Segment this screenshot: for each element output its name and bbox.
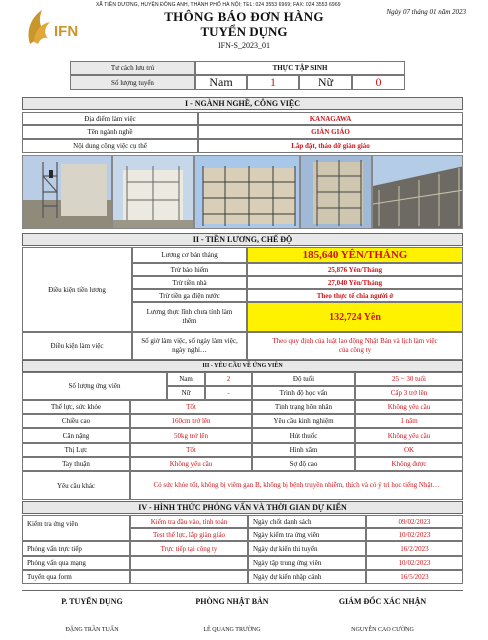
tattoo-label: Hình xăm bbox=[252, 443, 355, 457]
content-label: Nội dung công việc cụ thể bbox=[22, 139, 198, 153]
scaffold-photo-2 bbox=[113, 156, 194, 229]
signature-name-director: NGUYỄN CAO CƯỜNG bbox=[351, 627, 414, 633]
section-4-title: IV - HÌNH THỨC PHỎNG VẤN VÀ THỜI GIAN DỰ KIẾN bbox=[22, 501, 463, 514]
vision-label: Thị Lực bbox=[22, 443, 130, 457]
schedule-row-5-key: Ngày dự kiến nhập cảnh bbox=[248, 570, 366, 584]
marital-value: Không yêu cầu bbox=[355, 400, 463, 414]
count-female-value: 0 bbox=[352, 75, 405, 90]
other-req-label: Yêu cầu khác bbox=[22, 471, 130, 500]
signature-title-japan: PHÒNG NHẬT BẢN bbox=[195, 597, 269, 606]
qty-female-value: - bbox=[205, 386, 252, 400]
order-code: IFN-S_2023_01 bbox=[217, 41, 270, 50]
marital-label: Tình trạng hôn nhân bbox=[252, 400, 355, 414]
schedule-row-5-label: Tuyển qua form bbox=[22, 570, 130, 584]
qty-label: Số lượng ứng viên bbox=[22, 372, 167, 400]
age-value: 25 ~ 30 tuổi bbox=[355, 372, 463, 386]
house-label: Trừ tiền nhà bbox=[132, 276, 247, 289]
scaffold-photo-3 bbox=[195, 156, 300, 229]
work-cond-label: Điều kiện làm việc bbox=[22, 332, 132, 360]
insurance-label: Trừ bảo hiểm bbox=[132, 263, 247, 276]
health-value: Tốt bbox=[130, 400, 252, 414]
health-label: Thể lực, sức khỏe bbox=[22, 400, 130, 414]
net-salary-label: Lương thực lĩnh chưa tính làm thêm bbox=[132, 302, 247, 332]
count-male-value: 1 bbox=[247, 75, 299, 90]
smoke-label: Hút thuốc bbox=[252, 428, 355, 443]
scaffold-photo-5 bbox=[373, 156, 463, 229]
utility-label: Trừ tiền ga điện nước bbox=[132, 289, 247, 302]
section-3-title: III - YÊU CẦU VỀ ỨNG VIÊN bbox=[22, 360, 463, 372]
salary-group-label: Điều kiện tiền lương bbox=[22, 247, 132, 332]
signature-name-recruitment: ĐẶNG TRẦN TUẤN bbox=[65, 627, 119, 633]
work-hours-label: Số giờ làm việc, số ngày làm việc, ngày nghỉ… bbox=[132, 332, 247, 360]
logo-text: IFN bbox=[54, 23, 79, 40]
schedule-row-3-value: Trực tiếp tại công ty bbox=[130, 541, 248, 556]
signature-title-recruitment: P. TUYỂN DỤNG bbox=[61, 597, 123, 606]
height-value: 160cm trở lên bbox=[130, 414, 252, 428]
work-photo-3 bbox=[194, 155, 300, 229]
scaffold-photo-1 bbox=[23, 156, 112, 229]
schedule-row-2-value: Test thể lực, lắp giàn giáo bbox=[130, 528, 248, 541]
house-value: 27,040 Yên/Tháng bbox=[247, 276, 463, 289]
count-label: Số lượng tuyển bbox=[70, 75, 195, 90]
work-photo-4 bbox=[300, 155, 372, 229]
tattoo-value: OK bbox=[355, 443, 463, 457]
document-date: Ngày 07 tháng 01 năm 2023 bbox=[386, 8, 466, 16]
hand-value: Không yêu cầu bbox=[130, 457, 252, 471]
schedule-row-5-value bbox=[130, 570, 248, 584]
status-value: THỰC TẬP SINH bbox=[195, 61, 405, 75]
scaffold-photo-4 bbox=[301, 156, 372, 229]
work-photo-5 bbox=[372, 155, 463, 229]
schedule-row-3-key: Ngày dự kiến thi tuyển bbox=[248, 541, 366, 556]
schedule-row-1-label: Kiểm tra ứng viên bbox=[22, 515, 130, 541]
work-photo-1 bbox=[22, 155, 112, 229]
signature-divider bbox=[22, 590, 463, 591]
schedule-row-3-date: 16/2/2023 bbox=[366, 541, 463, 556]
section-1-title: I - NGÀNH NGHỀ, CÔNG VIỆC bbox=[22, 97, 463, 110]
schedule-row-5-date: 16/5/2023 bbox=[366, 570, 463, 584]
age-label: Độ tuổi bbox=[252, 372, 355, 386]
edu-label: Trình độ học vấn bbox=[252, 386, 355, 400]
net-salary-value: 132,724 Yên bbox=[247, 302, 463, 332]
count-male-label: Nam bbox=[195, 75, 247, 90]
signature-title-director: GIÁM ĐỐC XÁC NHẬN bbox=[338, 597, 427, 606]
schedule-row-4-date: 10/02/2023 bbox=[366, 556, 463, 570]
count-female-label: Nữ bbox=[299, 75, 352, 90]
experience-label: Yêu cầu kinh nghiệm bbox=[252, 414, 355, 428]
schedule-row-1-value: Kiểm tra đầu vào, tính toán bbox=[130, 515, 248, 528]
document-title: THÔNG BÁO ĐƠN HÀNG bbox=[164, 9, 324, 24]
section-2-title: II - TIỀN LƯƠNG, CHẾ ĐỘ bbox=[22, 233, 463, 246]
work-photo-2 bbox=[112, 155, 194, 229]
status-label: Tư cách lưu trú bbox=[70, 61, 195, 75]
weight-value: 50kg trở lên bbox=[130, 428, 252, 443]
schedule-row-3-label: Phỏng vấn trực tiếp bbox=[22, 541, 130, 556]
content-value: Lắp đặt, tháo dỡ giàn giáo bbox=[198, 139, 463, 153]
vision-value: Tốt bbox=[130, 443, 252, 457]
insurance-value: 25,876 Yên/Tháng bbox=[247, 263, 463, 276]
schedule-row-4-value bbox=[130, 556, 248, 570]
job-value: GIÀN GIÁO bbox=[198, 125, 463, 139]
schedule-row-1-key: Ngày chốt danh sách bbox=[248, 515, 366, 528]
height-label: Chiều cao bbox=[22, 414, 130, 428]
base-salary-label: Lương cơ bản tháng bbox=[132, 247, 247, 263]
base-salary-value: 185,640 YÊN/THÁNG bbox=[247, 247, 463, 263]
weight-label: Cân nặng bbox=[22, 428, 130, 443]
schedule-row-4-key: Ngày tập trung ứng viên bbox=[248, 556, 366, 570]
signature-name-japan: LÊ QUANG TRƯỜNG bbox=[203, 627, 261, 633]
schedule-row-1-date: 09/02/2023 bbox=[366, 515, 463, 528]
experience-value: 1 năm bbox=[355, 414, 463, 428]
other-req-value: Có sức khỏe tốt, không bị viêm gan B, không bị bệnh truyền nhiễm, thích và có ý trí học tiếng Nhật… bbox=[130, 471, 463, 500]
edu-value: Cấp 3 trở lên bbox=[355, 386, 463, 400]
schedule-row-2-key: Ngày kiểm tra ứng viên bbox=[248, 528, 366, 541]
qty-male-value: 2 bbox=[205, 372, 252, 386]
hand-label: Tay thuận bbox=[22, 457, 130, 471]
qty-male-label: Nam bbox=[167, 372, 205, 386]
smoke-value: Không yêu cầu bbox=[355, 428, 463, 443]
schedule-row-4-label: Phỏng vấn qua mạng bbox=[22, 556, 130, 570]
height-fear-label: Sợ độ cao bbox=[252, 457, 355, 471]
location-label: Địa điểm làm việc bbox=[22, 112, 198, 125]
work-hours-value: Theo quy định của luật lao động Nhật Bản và lịch làm việc của công ty bbox=[247, 332, 463, 360]
location-value: KANAGAWA bbox=[198, 112, 463, 125]
height-fear-value: Không được bbox=[355, 457, 463, 471]
company-address: XÃ TIỀN DƯƠNG, HUYỆN ĐÔNG ANH, THÀNH PHỐ HÀ NỘI; TEL: 024 3553 6969; FAX: 024 3553 6969 bbox=[96, 2, 341, 8]
job-label: Tên ngành nghề bbox=[22, 125, 198, 139]
document-subtitle: TUYỂN DỤNG bbox=[200, 24, 288, 39]
utility-value: Theo thực tế chia người ở bbox=[247, 289, 463, 302]
schedule-row-2-date: 10/02/2023 bbox=[366, 528, 463, 541]
qty-female-label: Nữ bbox=[167, 386, 205, 400]
